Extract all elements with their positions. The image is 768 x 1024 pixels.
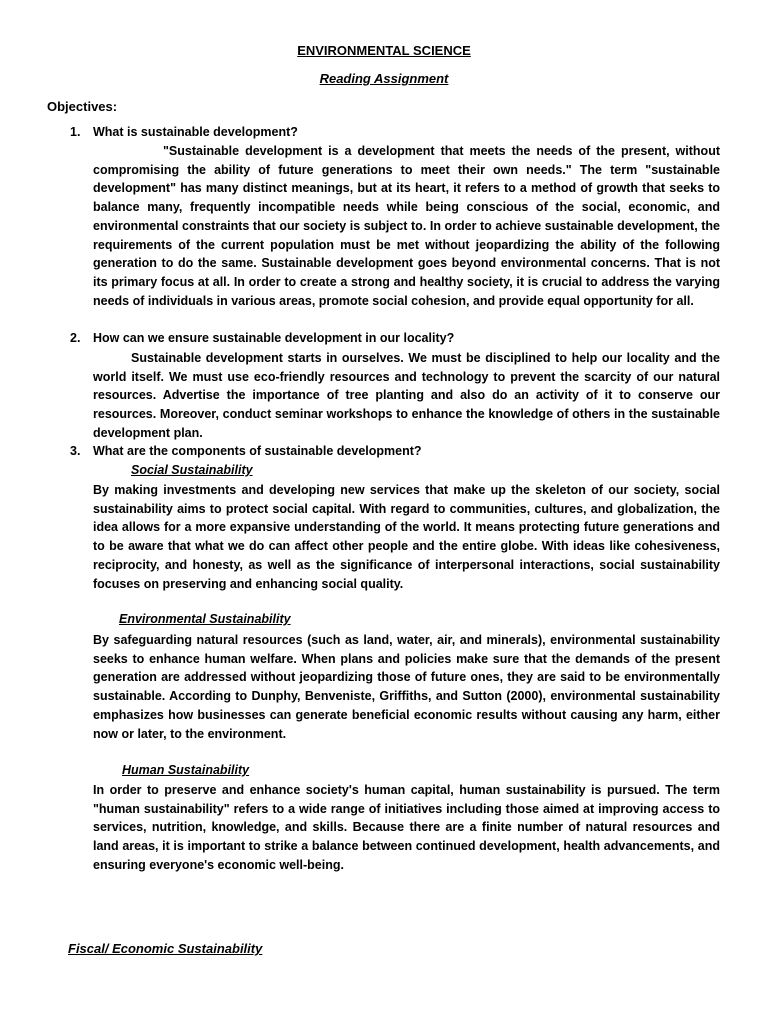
question-3-text: What are the components of sustainable development?	[93, 444, 422, 458]
answer-2: Sustainable development starts in ourselves. We must be disciplined to help our locality and the world itself. We must use eco-friendly resources and technology to prevent the scarcity of our natural resources. Advertise the importance of tree planting and also do an activity of it to conserve our resources. Moreover, conduct seminar workshops to enhance the knowledge of others in the sustainable development plan.	[93, 351, 720, 440]
answer-1: "Sustainable development is a development that meets the needs of the present, without compromising the ability of future generations to meet their own needs." The term "sustainable development" has many distinct meanings, but at its heart, it refers to a method of growth that seeks to balance many, frequently incompatible needs while being conscious of the social, economic, and environmental constraints that our society is subject to. In order to achieve sustainable development, the requirements of the current population must be met without jeopardizing the ability of the following generation to do the same. Sustainable development goes beyond environmental concerns. That is not its primary focus at all. In order to create a strong and healthy society, it is crucial to address the varying needs of individuals in various areas, promote social cohesion, and provide equal opportunity for all.	[93, 144, 720, 308]
question-3-number: 3.	[70, 444, 81, 458]
question-2	[70, 331, 454, 345]
question-2-text: How can we ensure sustainable development in our locality?	[93, 331, 455, 345]
social-sustainability-heading: Social Sustainability	[131, 463, 253, 477]
objectives-label: Objectives:	[47, 99, 118, 114]
question-1	[70, 125, 298, 139]
question-1-number: 1.	[70, 125, 81, 139]
environmental-sustainability-text: By safeguarding natural resources (such as land, water, air, and minerals), environmental sustainability seeks to enhance human welfare. When plans and policies make sure that the demands of the present generation are addressed without jeopardizing those of future ones, they are said to be environmentally sustainable. According to Dunphy, Benveniste, Griffiths, and Sutton (2000), environmental sustainability emphasizes how businesses can generate beneficial economic results without causing any harm, either now or later, to the environment.	[93, 633, 720, 741]
social-sustainability-text: By making investments and developing new services that make up the skeleton of our society, social sustainability aims to protect social capital. With regard to communities, cultures, and globalization, the idea allows for a more expansive understanding of the world. It means protecting future generations and to be aware that what we do can affect other people and the entire globe. With ideas like cohesiveness, reciprocity, and honesty, as well as the significance of interpersonal interactions, social sustainability focuses on preserving and enhancing social quality.	[93, 483, 720, 591]
question-2-number: 2.	[70, 331, 81, 345]
document-subtitle: Reading Assignment	[319, 71, 449, 86]
document-title: ENVIRONMENTAL SCIENCE	[297, 43, 471, 58]
question-3	[70, 444, 422, 458]
human-sustainability-text: In order to preserve and enhance society's human capital, human sustainability is pursued. The term "human sustainability" refers to a wide range of initiatives including those aimed at improving access to services, nutrition, knowledge, and skills. Because there are a finite number of natural resources and land areas, it is important to strike a balance between continued development, health advancements, and ensuring everyone's economic well-being.	[93, 783, 720, 872]
environmental-sustainability-heading: Environmental Sustainability	[119, 612, 291, 626]
fiscal-economic-sustainability-heading: Fiscal/ Economic Sustainability	[68, 941, 263, 956]
question-1-text: What is sustainable development?	[93, 125, 298, 139]
human-sustainability-heading: Human Sustainability	[122, 763, 250, 777]
